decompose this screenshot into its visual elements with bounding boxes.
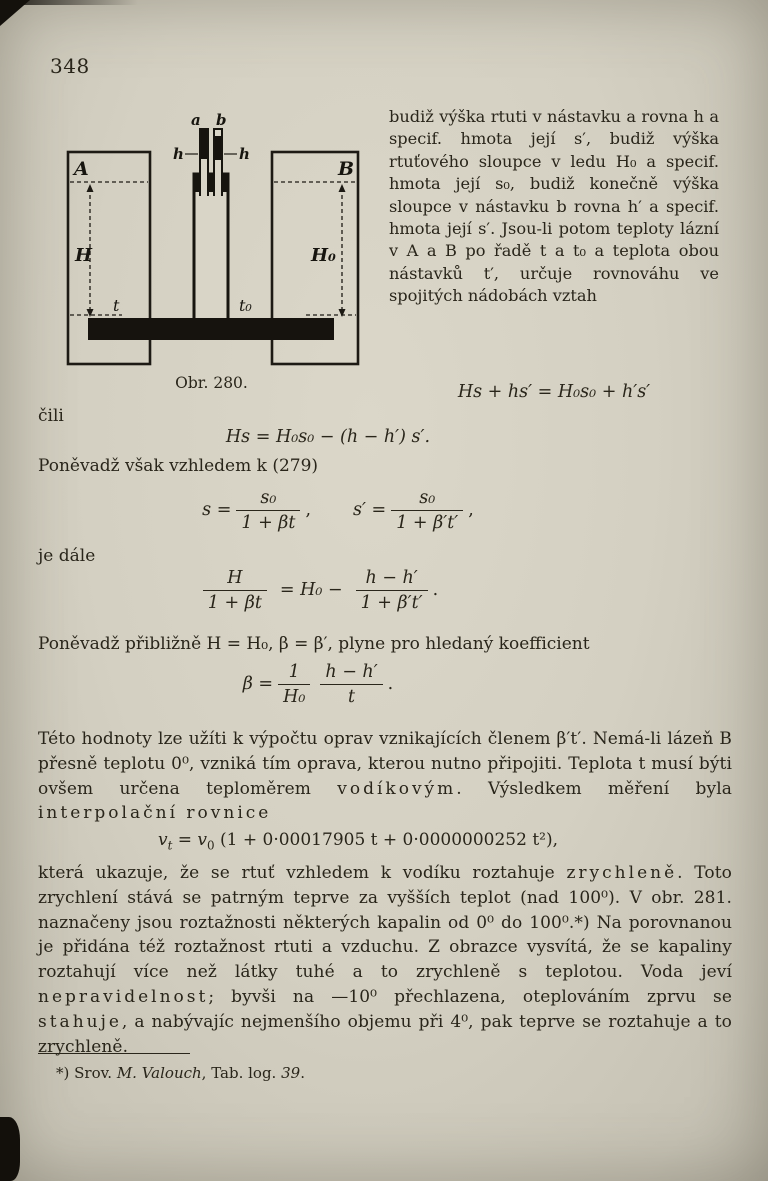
footnote-rule <box>38 1053 190 1054</box>
equation-densities <box>38 488 638 533</box>
eq4-middle: = H₀ − <box>279 580 343 600</box>
eq5-den1: H₀ <box>278 684 310 707</box>
equation-beta <box>38 662 598 707</box>
scan-edge-smudge-top <box>18 0 138 5</box>
label-nozzle-a: a <box>191 112 201 129</box>
figure-obr-280 <box>58 112 365 370</box>
footnote-text-1: *) Srov. <box>56 1064 117 1082</box>
eq5-lhs: β = <box>242 674 274 694</box>
eq5-fraction-1 <box>278 662 310 707</box>
eq3-lhs1: s = <box>202 500 232 520</box>
eq3-num1: s₀ <box>260 488 277 508</box>
label-vessel-A: A <box>74 158 89 180</box>
equation-rearranged: Hs = H₀s₀ − (h − h′) s′. <box>225 427 431 447</box>
eq3-den2: 1 + β′t′ <box>391 510 463 533</box>
mercury-column-b <box>215 136 221 160</box>
eq3-lhs2: s′ = <box>353 500 387 520</box>
scan-corner-mark-bottom-left <box>0 1117 20 1181</box>
eq5-fraction-2 <box>320 662 382 707</box>
label-height-H0: H₀ <box>311 245 336 266</box>
p1-spaced-vodikovym: vodíkovým <box>337 778 457 799</box>
label-nozzle-b: b <box>216 112 227 129</box>
label-vessel-B: B <box>338 158 355 180</box>
eq5-tail: . <box>387 674 394 694</box>
lead-ponevadz-279: Poněvadž však vzhledem k (279) <box>38 456 319 476</box>
connecting-tube-vertical <box>194 174 228 324</box>
mercury-column-a <box>201 130 207 159</box>
eq5-num1: 1 <box>288 662 300 682</box>
eq3-num2: s₀ <box>419 488 436 508</box>
footnote-text-2: , Tab. log. <box>201 1064 282 1082</box>
eq4-den2: 1 + β′t′ <box>356 590 428 613</box>
eq3-fraction-1 <box>236 488 300 533</box>
footnote <box>56 1064 305 1082</box>
equation-combined <box>38 568 598 613</box>
eq4-fraction-2 <box>356 568 428 613</box>
p2-text-1: která ukazuje, že se rtuť vzhledem k vodíku roztahuje <box>38 863 567 883</box>
eq5-num2: h − h′ <box>325 662 378 682</box>
lead-cili: čili <box>38 406 64 426</box>
p2-spaced-zrychlene: zrychleně <box>566 863 678 883</box>
lead-je-dale: je dále <box>38 546 96 566</box>
page-number: 348 <box>50 54 90 78</box>
p2-spaced-nepravidelnost: nepravidelnost <box>38 986 209 1007</box>
p2-text-4: , a nabývajíc nejmenšího objemu při 4⁰, pak teprve se roztahuje a to zrychleně. <box>38 1011 732 1057</box>
eq6-v0: v <box>197 830 208 850</box>
connecting-tube-horizontal <box>88 318 334 340</box>
p2-spaced-stahuje: stahuje <box>38 1011 122 1032</box>
eq6-sub-0: 0 <box>207 838 215 853</box>
p1-spaced-interpolacni-rovnice: interpolační rovnice <box>38 803 272 824</box>
p2-text-3: ; byvši na —10⁰ přechlazena, oteplováním zprvu se <box>208 986 732 1007</box>
label-h-left: h <box>173 145 184 163</box>
footnote-number: 39 <box>281 1064 301 1082</box>
eq4-num1: H <box>227 568 243 588</box>
eq3-tail: , <box>468 500 474 520</box>
eq6-v: v <box>157 830 168 850</box>
paragraph-2 <box>38 861 732 1059</box>
eq6-sub-t: t <box>167 838 173 853</box>
footnote-author: M. Valouch <box>116 1064 202 1082</box>
figure-caption: Obr. 280. <box>175 374 248 392</box>
equation-balance: Hs + hs′ = H₀s₀ + h′s′ <box>457 382 651 402</box>
label-height-H: H <box>75 245 93 266</box>
eq4-tail: . <box>432 580 439 600</box>
eq5-den2: t <box>320 684 382 707</box>
lead-ponevadz-2: Poněvadž přibližně H = H₀, β = β′, plyne pro hledaný koefficient <box>38 634 590 654</box>
equation-interpolation <box>38 830 678 852</box>
eq4-den1: 1 + βt <box>203 590 267 613</box>
eq4-num2: h − h′ <box>365 568 418 588</box>
p2-text-2: . Toto zrychlení stává se patrným teprve za vyšších teplot (nad 100⁰). V obr. 281. naznačeny jsou roztažnosti některých kapalin od 0⁰ do 100⁰.*) Na porovnanou je přidána též roztažnost rtuti a vzduchu. Z obrazce vysvítá, že se kapaliny roztahují více než látky tuhé a to zrychleně s teplotou. Voda jeví <box>38 863 732 983</box>
label-h-right: h <box>239 145 250 163</box>
eq3-separator: , <box>305 500 312 520</box>
label-temp-t0: t₀ <box>239 296 252 315</box>
eq3-den1: 1 + βt <box>236 510 300 533</box>
eq6-equals: = <box>172 830 198 850</box>
eq4-fraction-1 <box>203 568 267 613</box>
eq3-fraction-2 <box>391 488 463 533</box>
label-temp-t: t <box>113 296 120 315</box>
eq6-body: (1 + 0·00017905 t + 0·0000000252 t²), <box>214 830 559 850</box>
paragraph-1 <box>38 727 732 826</box>
footnote-text-3: . <box>300 1064 305 1082</box>
p1-text-2: . Výsledkem měření byla <box>456 778 732 799</box>
p1-text-1: Této hodnoty lze užíti k výpočtu oprav vznikajících členem β′t′. Nemá-li lázeň B přesně teplotu 0⁰, vzniká tím oprava, kterou nutno připojiti. Teplota t musí býti ovšem určena teploměrem <box>38 729 732 799</box>
side-paragraph: budiž výška rtuti v nástavku a rovna h a specif. hmota její s′, budiž výška rtuťového sloupce v ledu H₀ a specif. hmota její s₀, budiž konečně výška sloupce v nástavku b rovna h′ a specif. hmota její s′. Jsou-li potom teploty lázní v A a B po řadě t a t₀ a teplota obou nástavků t′, určuje rovnováhu ve spojitých nádobách vztah <box>389 107 719 306</box>
